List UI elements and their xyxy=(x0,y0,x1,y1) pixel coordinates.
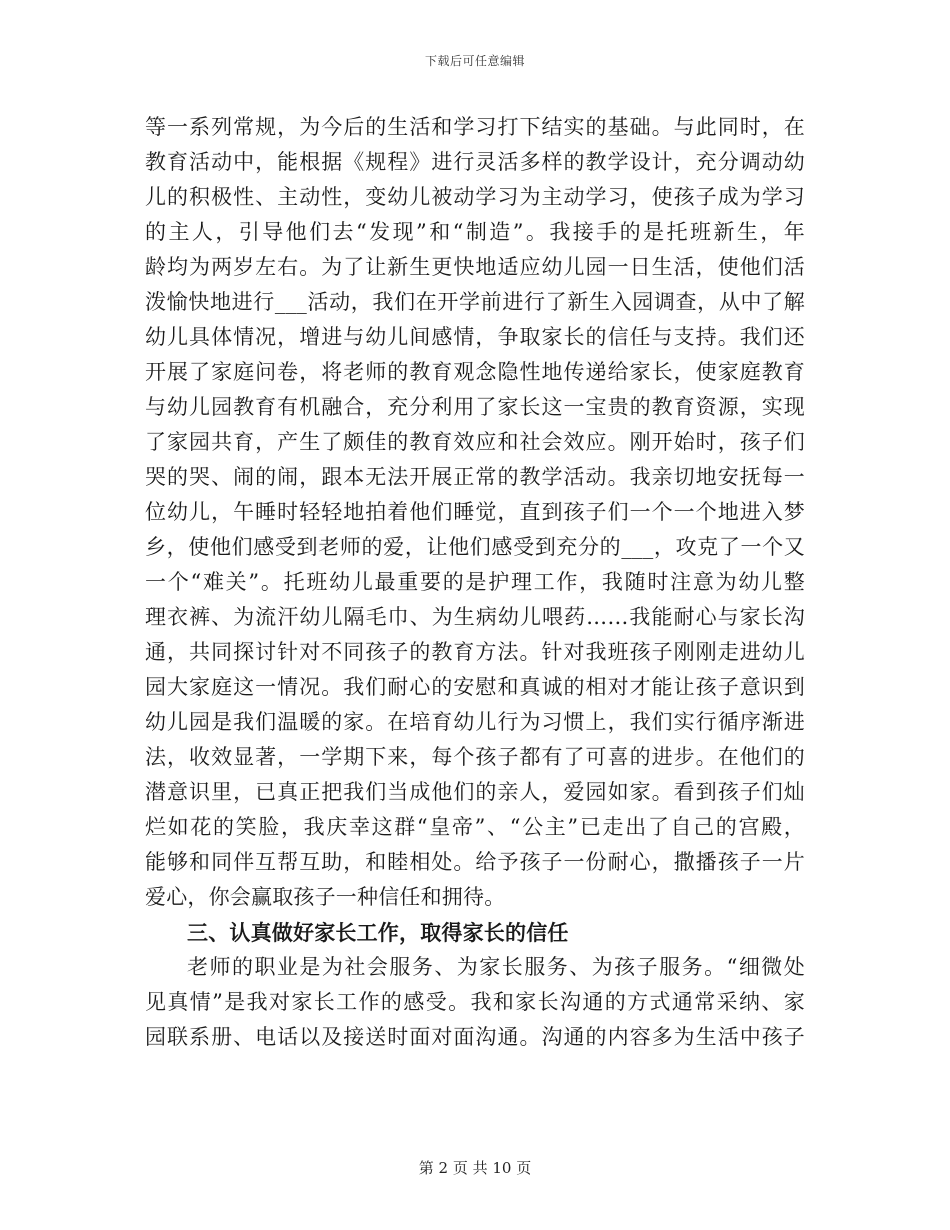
page-header: 下载后可任意编辑 xyxy=(424,54,525,68)
body-line: 教育活动中，能根据《规程》进行灵活多样的教学设计，充分调动幼 xyxy=(145,150,805,174)
body-line: 了家园共育，产生了颇佳的教育效应和社会效应。刚开始时，孩子们 xyxy=(145,430,805,454)
body-line: 园联系册、电话以及接送时面对面沟通。沟通的内容多为生活中孩子 xyxy=(145,1025,805,1049)
body-line: 的主人，引导他们去“发现”和“制造”。我接手的是托班新生，年 xyxy=(145,220,805,244)
body-line: 泼愉快地进行___活动，我们在开学前进行了新生入园调查，从中了解 xyxy=(145,290,805,314)
body-line: 烂如花的笑脸，我庆幸这群“皇帝”、“公主”已走出了自己的宫殿， xyxy=(145,815,805,839)
section-heading: 三、认真做好家长工作，取得家长的信任 xyxy=(187,920,569,945)
body-line: 老师的职业是为社会服务、为家长服务、为孩子服务。“细微处 xyxy=(187,955,805,979)
body-line: 能够和同伴互帮互助，和睦相处。给予孩子一份耐心，撒播孩子一片 xyxy=(145,850,805,874)
body-line: 龄均为两岁左右。为了让新生更快地适应幼儿园一日生活，使他们活 xyxy=(145,255,805,279)
document-body xyxy=(145,110,805,1055)
body-line: 等一系列常规，为今后的生活和学习打下结实的基础。与此同时，在 xyxy=(145,115,805,139)
body-line: 儿的积极性、主动性，变幼儿被动学习为主动学习，使孩子成为学习 xyxy=(145,185,805,209)
body-line: 法，收效显著，一学期下来，每个孩子都有了可喜的进步。在他们的 xyxy=(145,745,805,769)
body-line: 一个“难关”。托班幼儿最重要的是护理工作，我随时注意为幼儿整 xyxy=(145,570,805,594)
body-line: 见真情”是我对家长工作的感受。我和家长沟通的方式通常采纳、家 xyxy=(145,990,805,1014)
body-line: 园大家庭这一情况。我们耐心的安慰和真诚的相对才能让孩子意识到 xyxy=(145,675,805,699)
body-line: 位幼儿，午睡时轻轻地拍着他们睡觉，直到孩子们一个一个地进入梦 xyxy=(145,500,805,524)
body-line: 与幼儿园教育有机融合，充分利用了家长这一宝贵的教育资源，实现 xyxy=(145,395,805,419)
body-line: 通，共同探讨针对不同孩子的教育方法。针对我班孩子刚刚走进幼儿 xyxy=(145,640,805,664)
body-line: 哭的哭、闹的闹，跟本无法开展正常的教学活动。我亲切地安抚每一 xyxy=(145,465,805,489)
body-line: 幼儿园是我们温暖的家。在培育幼儿行为习惯上，我们实行循序渐进 xyxy=(145,710,805,734)
body-line: 开展了家庭问卷，将老师的教育观念隐性地传递给家长，使家庭教育 xyxy=(145,360,805,384)
body-line: 爱心，你会赢取孩子一种信任和拥待。 xyxy=(145,885,506,909)
body-line: 乡，使他们感受到老师的爱，让他们感受到充分的___，攻克了一个又 xyxy=(145,535,805,559)
body-line: 理衣裤、为流汗幼儿隔毛巾、为生病幼儿喂药……我能耐心与家长沟 xyxy=(145,605,805,629)
body-line: 幼儿具体情况，增进与幼儿间感情，争取家长的信任与支持。我们还 xyxy=(145,325,805,349)
body-line: 潜意识里，已真正把我们当成他们的亲人，爱园如家。看到孩子们灿 xyxy=(145,780,805,804)
page-footer: 第 2 页 共 10 页 xyxy=(418,1159,532,1177)
